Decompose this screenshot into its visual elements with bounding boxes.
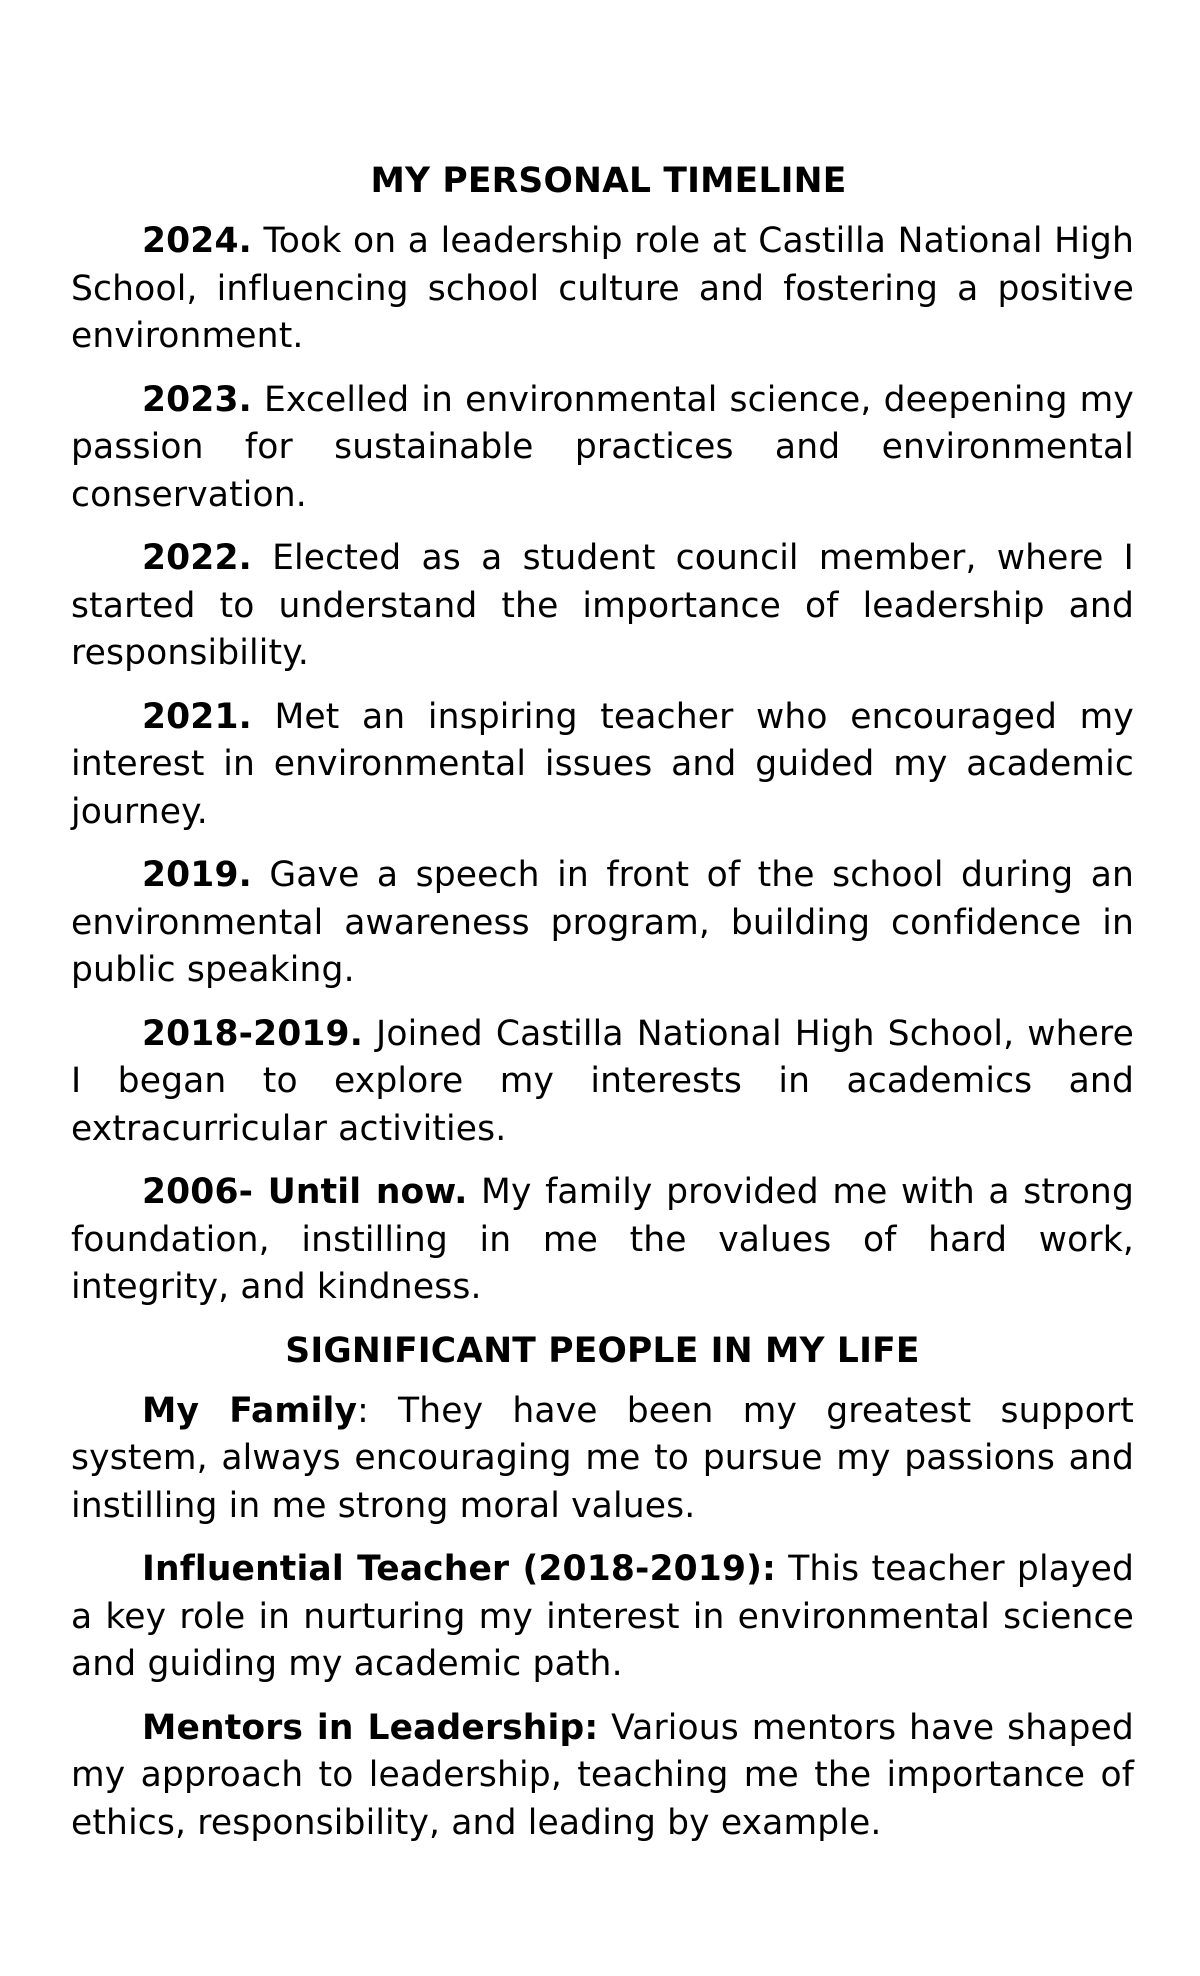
timeline-entry-2006-until-now <box>71 1169 1134 1312</box>
timeline-entry-2023 <box>71 377 1134 520</box>
timeline-entry-2018-2019 <box>71 1011 1134 1154</box>
timeline-year: 2006- Until now. <box>142 1172 468 1212</box>
timeline-text: Took on a leadership role at Castilla National High School, influencing school culture and fostering a positive environment. <box>71 221 1134 356</box>
timeline-entry-2022 <box>71 535 1134 678</box>
timeline-entry-2019 <box>71 852 1134 995</box>
timeline-title: MY PERSONAL TIMELINE <box>370 161 847 201</box>
timeline-year: 2021. <box>142 696 252 737</box>
people-entry-mentors <box>71 1705 1134 1848</box>
people-entry-teacher <box>71 1546 1134 1689</box>
timeline-text: Gave a speech in front of the school during an environmental awareness program, building confidence in public speaking. <box>71 855 1134 990</box>
timeline-entry-2021 <box>71 694 1134 837</box>
timeline-year: 2022. <box>142 538 252 578</box>
person-label: Mentors in Leadership: <box>142 1707 599 1748</box>
people-entry-family <box>71 1388 1134 1531</box>
timeline-text: Elected as a student council member, where I started to understand the importance of leadership and responsibility. <box>71 538 1134 673</box>
document-content <box>71 158 1134 1863</box>
timeline-year: 2023. <box>142 379 252 420</box>
timeline-text: Met an inspiring teacher who encouraged my interest in environmental issues and guided my academic journey. <box>71 696 1134 832</box>
timeline-entry-2024 <box>71 218 1134 361</box>
timeline-year: 2024. <box>142 221 252 261</box>
person-text: This teacher played a key role in nurturing my interest in environmental science and guiding my academic path. <box>71 1549 1135 1684</box>
people-title: SIGNIFICANT PEOPLE IN MY LIFE <box>285 1330 920 1371</box>
person-text: Various mentors have shaped my approach to leadership, teaching me the importance of ethics, responsibility, and leading by example. <box>71 1707 1134 1843</box>
person-label: My Family <box>142 1390 358 1431</box>
timeline-text: Joined Castilla National High School, where I began to explore my interests in academics and extracurricular activities. <box>71 1013 1134 1149</box>
timeline-text: My family provided me with a strong foundation, instilling in me the values of hard work, integrity, and kindness. <box>71 1172 1134 1307</box>
timeline-year: 2019. <box>142 855 252 895</box>
person-label: Influential Teacher (2018-2019): <box>142 1549 776 1589</box>
timeline-year: 2018-2019. <box>142 1013 363 1054</box>
person-text: : They have been my greatest support system, always encouraging me to pursue my passions and instilling in me strong moral values. <box>71 1390 1134 1526</box>
timeline-text: Excelled in environmental science, deepening my passion for sustainable practices and environmental conservation. <box>71 379 1134 515</box>
